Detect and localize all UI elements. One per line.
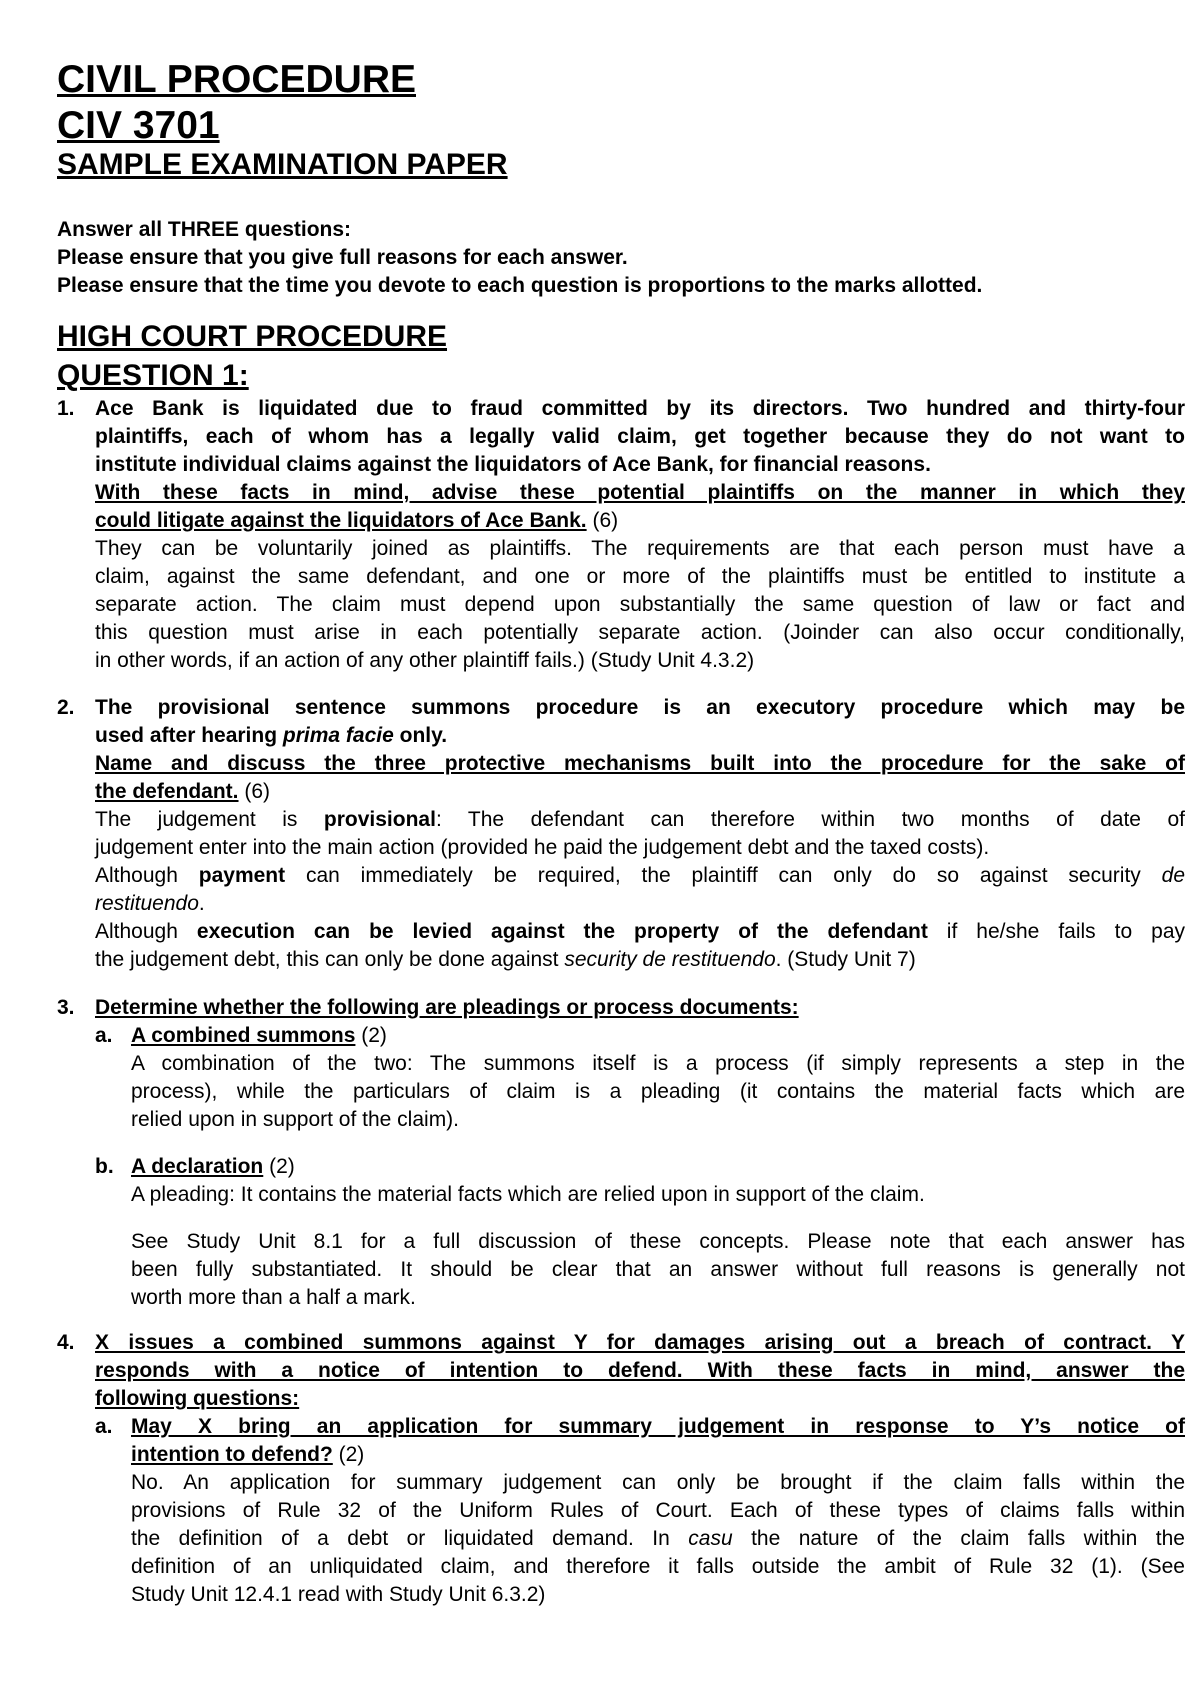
answer-text: the definition of a debt or liquidated demand. In: [131, 1527, 689, 1550]
answer-text: can immediately be required, the plaintiff can only do so against security: [285, 864, 1162, 887]
note-line: See Study Unit 8.1 for a full discussion of these concepts. Please note that each answer has: [131, 1230, 1185, 1253]
answer-line: provisions of Rule 32 of the Uniform Rules of Court. Each of these types of claims falls within: [131, 1499, 1185, 1522]
question-task-line: following questions:: [95, 1387, 300, 1410]
marks-label: (2): [263, 1155, 295, 1178]
answer-line: this question must arise in each potentially separate action. (Joinder can also occur conditionally,: [95, 621, 1185, 644]
answer-text: .: [198, 892, 205, 915]
answer-text: Although: [95, 864, 199, 887]
answer-text: the nature of the claim falls within the: [732, 1527, 1185, 1550]
question-task-line: responds with a notice of intention to defend. With these facts in mind, answer the: [95, 1359, 1185, 1382]
question-task-line: [95, 507, 618, 535]
answer-text: The judgement is: [95, 808, 324, 831]
answer-line: [95, 946, 916, 974]
answer-line: relied upon in support of the claim).: [131, 1108, 460, 1131]
question-facts-line: Ace Bank is liquidated due to fraud committed by its directors. Two hundred and thirty-four: [95, 397, 1185, 420]
document-title: CIVIL PROCEDURE: [57, 58, 416, 101]
sub-question-label: May X bring an application for summary judgement in response to Y’s notice of: [131, 1415, 1185, 1438]
answer-line: [95, 890, 205, 918]
question-heading: QUESTION 1:: [57, 359, 249, 392]
section-title: HIGH COURT PROCEDURE: [57, 320, 448, 353]
answer-text: : The defendant can therefore within two months of date of: [435, 808, 1185, 831]
answer-line: [95, 918, 1185, 946]
question-facts-line: plaintiffs, each of whom has a legally valid claim, get together because they do not want to: [95, 425, 1185, 448]
answer-italic-text: security de restituendo: [564, 948, 776, 971]
answer-line: [131, 1525, 1185, 1553]
answer-line: Study Unit 12.4.1 read with Study Unit 6.3.2): [131, 1583, 546, 1606]
sub-question-text: A declaration: [131, 1155, 264, 1178]
question-task-text: the defendant.: [95, 780, 239, 803]
question-number: 2.: [57, 696, 75, 719]
answer-line: A combination of the two: The summons itself is a process (if simply represents a step in the: [131, 1052, 1185, 1075]
answer-line: in other words, if an action of any other plaintiff fails.) (Study Unit 4.3.2): [95, 649, 755, 672]
facts-text: only.: [393, 724, 448, 747]
marks-label: (2): [332, 1443, 365, 1466]
instruction-line: Please ensure that you give full reasons for each answer.: [57, 246, 628, 269]
question-number: 1.: [57, 397, 75, 420]
question-facts-line: The provisional sentence summons procedure is an executory procedure which may be: [95, 696, 1185, 719]
question-task-line: With these facts in mind, advise these potential plaintiffs on the manner in which they: [95, 481, 1185, 504]
sub-question-label: [131, 1022, 387, 1050]
answer-italic-text: casu: [688, 1527, 733, 1550]
answer-italic-text: restituendo: [95, 892, 199, 915]
question-number: 3.: [57, 996, 75, 1019]
marks-label: (2): [355, 1024, 387, 1047]
sub-question-letter: a.: [95, 1415, 113, 1438]
answer-line: They can be voluntarily joined as plaintiffs. The requirements are that each person must have a: [95, 537, 1185, 560]
sub-question-letter: a.: [95, 1024, 113, 1047]
answer-line: judgement enter into the main action (provided he paid the judgement debt and the taxed costs).: [95, 836, 990, 859]
answer-line: claim, against the same defendant, and one or more of the plaintiffs must be entitled to institute a: [95, 565, 1185, 588]
question-task-line: Name and discuss the three protective mechanisms built into the procedure for the sake of: [95, 752, 1185, 775]
answer-line: [95, 806, 1185, 834]
question-task-line: X issues a combined summons against Y for damages arising out a breach of contract. Y: [95, 1331, 1185, 1354]
sub-question-letter: b.: [95, 1155, 114, 1178]
answer-bold-text: provisional: [323, 808, 436, 831]
sub-question-label: [131, 1153, 295, 1181]
answer-line: process), while the particulars of claim is a pleading (it contains the material facts which are: [131, 1080, 1185, 1103]
answer-bold-text: payment: [198, 864, 286, 887]
answer-line: A pleading: It contains the material facts which are relied upon in support of the claim.: [131, 1183, 925, 1206]
note-line: worth more than a half a mark.: [131, 1286, 416, 1309]
answer-bold-text: execution can be levied against the property of the defendant: [196, 920, 928, 943]
sub-question-label: [131, 1441, 364, 1469]
question-task-line: [95, 778, 270, 806]
answer-text: if he/she fails to pay: [927, 920, 1185, 943]
question-task-line: Determine whether the following are pleadings or process documents:: [95, 996, 799, 1019]
facts-italic-text: prima facie: [282, 724, 394, 747]
marks-label: (6): [238, 780, 271, 803]
course-code: CIV 3701: [57, 104, 220, 147]
answer-line: definition of an unliquidated claim, and therefore it falls outside the ambit of Rule 32 (1). (See: [131, 1555, 1185, 1578]
answer-line: [95, 862, 1185, 890]
answer-text: . (Study Unit 7): [775, 948, 916, 971]
facts-text: used after hearing: [95, 724, 283, 747]
answer-line: separate action. The claim must depend upon substantially the same question of law or fact and: [95, 593, 1185, 616]
answer-text: the judgement debt, this can only be done against: [95, 948, 565, 971]
question-facts-line: institute individual claims against the liquidators of Ace Bank, for financial reasons.: [95, 453, 931, 476]
paper-type: SAMPLE EXAMINATION PAPER: [57, 148, 508, 181]
marks-label: (6): [586, 509, 619, 532]
answer-text: Although: [95, 920, 197, 943]
note-line: been fully substantiated. It should be clear that an answer without full reasons is generally not: [131, 1258, 1185, 1281]
answer-italic-text: de: [1161, 864, 1185, 887]
question-number: 4.: [57, 1331, 75, 1354]
instruction-line: Please ensure that the time you devote to each question is proportions to the marks allotted.: [57, 274, 983, 297]
answer-line: No. An application for summary judgement can only be brought if the claim falls within the: [131, 1471, 1185, 1494]
sub-question-text: A combined summons: [131, 1024, 356, 1047]
question-facts-line: [95, 722, 447, 750]
question-task-text: could litigate against the liquidators of Ace Bank.: [95, 509, 587, 532]
instruction-line: Answer all THREE questions:: [57, 218, 352, 241]
sub-question-text: intention to defend?: [131, 1443, 333, 1466]
